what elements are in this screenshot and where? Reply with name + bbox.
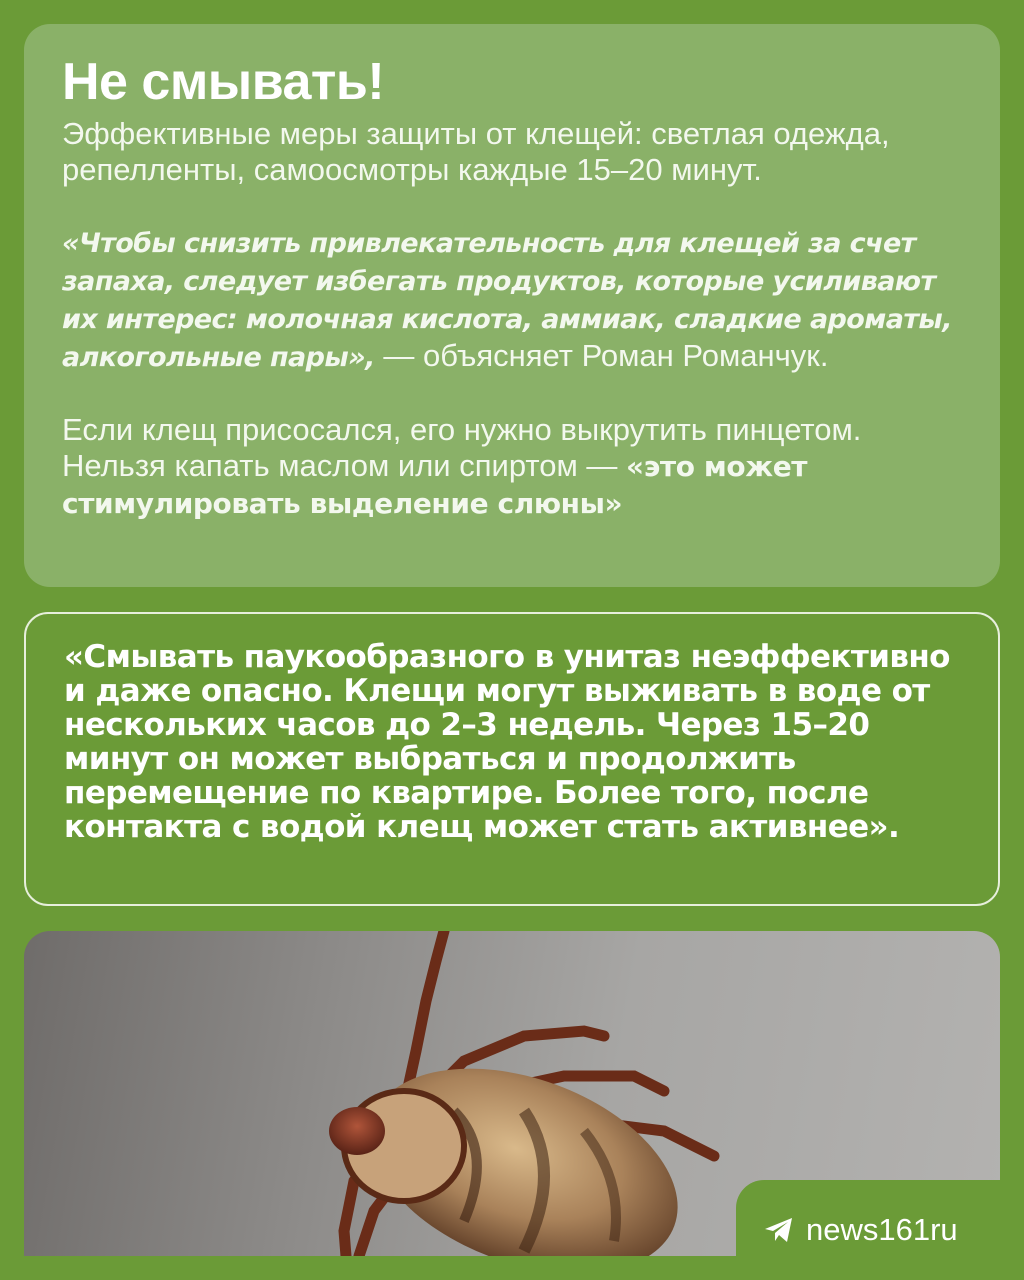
big-quote: «Смывать паукообразного в унитаз неэффективно и даже опасно. Клещи могут выживать в воде от нескольких часов до 2–3 недель. Через 15–20 минут он может выбраться и продолжить перемещение по квартире. Более того, после контакта с водой клещ может стать активнее». bbox=[64, 639, 950, 845]
page-title: Не смывать! bbox=[62, 53, 385, 111]
brand-badge[interactable] bbox=[736, 1180, 1024, 1280]
expert-attribution: — объясняет Роман Романчук. bbox=[374, 338, 829, 373]
expert-quote-paragraph bbox=[62, 224, 962, 376]
info-card bbox=[24, 24, 1000, 587]
quote-card bbox=[24, 612, 1000, 906]
removal-paragraph bbox=[62, 412, 962, 522]
intro-text: Эффективные меры защиты от клещей: светлая одежда, репелленты, самоосмотры каждые 15–20 минут. bbox=[62, 116, 890, 187]
brand-label: news161ru bbox=[806, 1212, 958, 1247]
expert-quote: «Чтобы снизить привлекательность для клещей за счет запаха, следует избегать продуктов, которые усиливают их интерес: молочная кислота, аммиак, сладкие ароматы, алкогольные пары», bbox=[62, 228, 952, 373]
removal-bold-quote: «это может стимулировать выделение слюны» bbox=[62, 450, 808, 520]
removal-text: Если клещ присосался, его нужно выкрутить пинцетом. Нельзя капать маслом или спиртом — bbox=[62, 412, 862, 483]
telegram-icon bbox=[764, 1217, 794, 1243]
